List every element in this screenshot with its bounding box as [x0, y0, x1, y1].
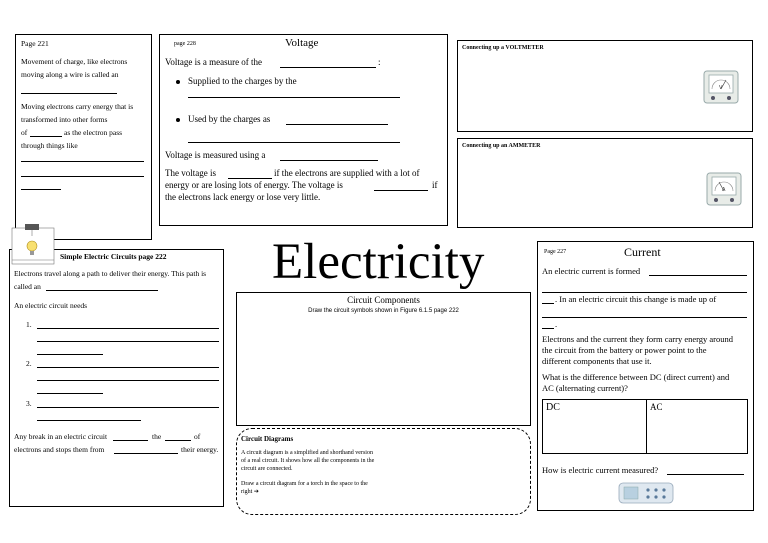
page221-text-6: through things like	[21, 141, 78, 150]
main-title: Electricity	[272, 234, 485, 290]
light-bulb-circuit-icon	[10, 222, 56, 266]
voltage-text-1: Voltage is a measure of the	[165, 57, 263, 67]
multimeter-icon	[618, 481, 674, 505]
need-1-line-c[interactable]	[37, 354, 103, 355]
current-page-label: Page 227	[544, 249, 567, 255]
circuit-components-panel	[236, 292, 531, 426]
voltage-bullet-2-icon	[176, 118, 180, 122]
ammeter-panel	[457, 138, 753, 228]
page221-text-3: Moving electrons carry energy that is	[21, 102, 134, 111]
ac-label: AC	[650, 402, 663, 412]
simple-circuits-text-4b: the	[152, 432, 162, 441]
circuit-components-title: Circuit Components	[347, 295, 420, 305]
simple-circuits-text-5a: electrons and stops them from	[14, 445, 105, 454]
circuit-diagrams-text-4: Draw a circuit diagram for a torch in the space to the	[241, 481, 368, 487]
simple-circuits-blank-3[interactable]	[165, 440, 191, 441]
num-2: 2.	[26, 359, 32, 368]
voltage-para-1b: if the electrons are supplied with a lot of	[274, 168, 420, 178]
voltmeter-title: Connecting up a VOLTMETER	[462, 45, 544, 51]
page221-blank-1[interactable]	[21, 93, 117, 94]
circuit-diagrams-text-1: A circuit diagram is a simplified and shorthand version	[241, 450, 373, 456]
page221-text-5b: as the electron pass	[64, 128, 123, 137]
voltage-panel	[159, 34, 448, 226]
page221-text-1: Movement of charge, like electrons	[21, 57, 128, 66]
current-period: .	[555, 319, 558, 329]
current-text-4b: AC (alternating current)?	[542, 383, 628, 393]
voltage-blank-1[interactable]	[280, 67, 376, 68]
voltage-blank-7[interactable]	[374, 190, 428, 191]
voltmeter-panel	[457, 40, 753, 132]
dc-label: DC	[546, 402, 560, 413]
simple-circuits-text-4c: of	[194, 432, 201, 441]
voltage-blank-5[interactable]	[280, 160, 378, 161]
current-text-3a: Electrons and the current they form carry energy around	[542, 334, 734, 344]
simple-circuits-panel	[9, 249, 224, 507]
need-1-line-b[interactable]	[37, 341, 219, 342]
current-blank-5[interactable]	[542, 328, 554, 329]
simple-circuits-blank-1[interactable]	[46, 290, 158, 291]
current-text-5: How is electric current measured?	[542, 465, 659, 475]
current-blank-3[interactable]	[542, 303, 554, 304]
simple-circuits-title: Simple Electric Circuits page 222	[60, 252, 167, 261]
voltage-bullet-1-icon	[176, 80, 180, 84]
voltage-page-label: page 228	[174, 41, 196, 47]
page221-blank-2[interactable]	[30, 136, 62, 137]
need-2-line-b[interactable]	[37, 380, 219, 381]
current-text-4a: What is the difference between DC (direct current) and	[542, 372, 730, 382]
voltage-blank-3[interactable]	[286, 124, 388, 125]
simple-circuits-text-1: Electrons travel along a path to deliver their energy. This path is	[14, 269, 207, 278]
need-3-line-b[interactable]	[37, 420, 141, 421]
current-blank-1[interactable]	[649, 275, 747, 276]
need-2-line-a[interactable]	[37, 367, 219, 368]
page221-text-5a: of	[21, 128, 28, 137]
page221-blank-4[interactable]	[21, 176, 144, 177]
ammeter-letter: A	[722, 187, 726, 193]
voltage-bullet-2: Used by the charges as	[188, 114, 271, 124]
circuit-diagrams-text-2: of a real circuit. It shows how all the components in the	[241, 458, 375, 464]
dc-ac-divider	[646, 400, 647, 453]
simple-circuits-text-2: called an	[14, 282, 41, 291]
voltage-blank-4[interactable]	[188, 142, 400, 143]
page221-blank-3[interactable]	[21, 161, 144, 162]
num-3: 3.	[26, 399, 32, 408]
page221-text-2: moving along a wire is called an	[21, 70, 119, 79]
circuit-diagrams-panel	[236, 428, 531, 515]
simple-circuits-text-5b: their energy.	[181, 445, 219, 454]
page221-text-4: transformed into other forms	[21, 115, 108, 124]
current-text-3c: different components that use it.	[542, 356, 652, 366]
voltage-para-2a: energy or are losing lots of energy. The voltage is	[165, 180, 343, 190]
circuit-components-subtitle: Draw the circuit symbols shown in Figure 6.1.5 page 222	[308, 308, 459, 314]
current-text-1: An electric current is formed	[542, 266, 641, 276]
voltmeter-letter: V	[719, 85, 723, 91]
current-text-2: . In an electric circuit this change is made up of	[555, 294, 717, 304]
voltage-para-2b: if	[432, 180, 438, 190]
voltage-title: Voltage	[285, 37, 319, 49]
voltage-colon: :	[378, 57, 381, 67]
circuit-diagrams-text-3: circuit are connected.	[241, 466, 293, 472]
page221-blank-5[interactable]	[21, 189, 61, 190]
page221-label: Page 221	[21, 39, 49, 48]
circuit-diagrams-title: Circuit Diagrams	[241, 435, 294, 443]
num-1: 1.	[26, 320, 32, 329]
need-3-line-a[interactable]	[37, 407, 219, 408]
current-blank-4[interactable]	[542, 317, 747, 318]
circuit-diagrams-text-5: right ➔	[241, 489, 259, 495]
simple-circuits-text-4a: Any break in an electric circuit	[14, 432, 108, 441]
current-text-3b: the circuit from the battery or power point to the	[542, 345, 707, 355]
ammeter-icon	[706, 169, 742, 209]
simple-circuits-text-3: An electric circuit needs	[14, 301, 88, 310]
voltage-text-2: Voltage is measured using a	[165, 150, 266, 160]
voltage-para-3: the electrons lack energy or lose very little.	[165, 192, 321, 202]
voltmeter-icon	[703, 67, 739, 107]
current-panel	[537, 241, 754, 511]
simple-circuits-blank-2[interactable]	[113, 440, 148, 441]
voltage-blank-6[interactable]	[228, 178, 272, 179]
current-title: Current	[624, 245, 661, 259]
voltage-blank-2[interactable]	[188, 97, 400, 98]
current-blank-6[interactable]	[667, 474, 744, 475]
current-blank-2[interactable]	[542, 292, 747, 293]
need-1-line-a[interactable]	[37, 328, 219, 329]
page221-panel	[15, 34, 152, 240]
dc-ac-table	[542, 399, 748, 454]
simple-circuits-blank-4[interactable]	[114, 453, 178, 454]
voltage-bullet-1: Supplied to the charges by the	[188, 76, 297, 86]
ammeter-title: Connecting up an AMMETER	[462, 143, 541, 149]
voltage-para-1a: The voltage is	[165, 168, 216, 178]
need-2-line-c[interactable]	[37, 393, 103, 394]
